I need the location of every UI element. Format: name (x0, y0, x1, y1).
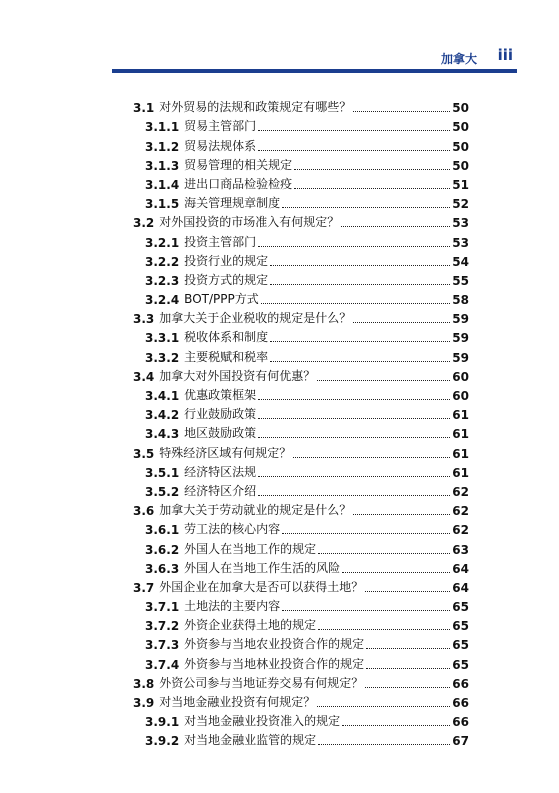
dot-leader (366, 667, 450, 669)
toc-entry[interactable] (133, 710, 469, 729)
dot-leader (258, 129, 450, 131)
toc-entry-title: 海关管理规章制度 (184, 196, 281, 211)
header-country: 加拿大 (440, 52, 477, 66)
dot-leader (318, 628, 450, 630)
dot-leader (365, 686, 450, 688)
toc-entry[interactable] (133, 691, 469, 710)
dot-leader (270, 340, 450, 342)
dot-leader (270, 360, 450, 362)
toc-entry-number: 3.2.2 (145, 254, 180, 269)
toc-entry[interactable] (133, 250, 469, 269)
toc-entry-title: 投资主管部门 (184, 234, 257, 249)
dot-leader (342, 724, 450, 726)
toc-entry-title: 经济特区介绍 (184, 483, 257, 498)
toc-entry-page: 59 (452, 350, 469, 365)
dot-leader (353, 110, 450, 112)
toc-entry[interactable] (133, 230, 469, 249)
table-of-contents (133, 96, 469, 748)
toc-entry-page: 55 (452, 273, 469, 288)
toc-entry[interactable] (133, 480, 469, 499)
dot-leader (258, 436, 450, 438)
toc-entry-number: 3.6.3 (145, 561, 180, 576)
toc-entry-title: 外国人在当地工作的规定 (184, 541, 317, 556)
toc-entry-title: 行业鼓励政策 (184, 407, 257, 422)
header-rule (112, 69, 517, 73)
toc-entry-title: 对外贸易的法规和政策规定有哪些？ (159, 100, 352, 115)
toc-entry-number: 3.9.1 (145, 715, 180, 730)
toc-entry-number: 3.2.3 (145, 273, 180, 288)
toc-entry-page: 54 (452, 254, 469, 269)
toc-entry-page: 61 (452, 446, 469, 461)
toc-entry-page: 50 (452, 120, 469, 135)
dot-leader (366, 647, 450, 649)
toc-entry[interactable] (133, 672, 469, 691)
dot-leader (318, 552, 450, 554)
toc-entry-title: 外资企业获得土地的规定 (184, 618, 317, 633)
toc-entry-page: 65 (452, 600, 469, 615)
toc-entry-page: 66 (452, 715, 469, 730)
toc-entry[interactable] (133, 595, 469, 614)
toc-entry[interactable] (133, 441, 469, 460)
toc-entry-page: 51 (452, 177, 469, 192)
toc-entry-page: 61 (452, 408, 469, 423)
toc-entry[interactable] (133, 154, 469, 173)
toc-entry[interactable] (133, 518, 469, 537)
toc-entry-page: 61 (452, 427, 469, 442)
toc-entry-title: 进出口商品检验检疫 (184, 176, 293, 191)
toc-entry-title: 对外国投资的市场准入有何规定？ (159, 215, 340, 230)
toc-entry-page: 67 (452, 734, 469, 749)
dot-leader (258, 494, 450, 496)
toc-entry-number: 3.4.1 (145, 389, 180, 403)
toc-entry[interactable] (133, 633, 469, 652)
toc-entry-page: 64 (452, 561, 469, 576)
toc-entry-title: 特殊经济区域有何规定？ (159, 445, 292, 460)
toc-entry-page: 62 (452, 523, 469, 538)
toc-entry[interactable] (133, 614, 469, 633)
toc-entry-title: 对当地金融业监管的规定 (184, 733, 317, 748)
toc-entry-number: 3.2.1 (145, 235, 180, 250)
toc-entry[interactable] (133, 365, 469, 384)
toc-entry-title: 外资参与当地林业投资合作的规定 (184, 656, 365, 671)
toc-entry[interactable] (133, 326, 469, 345)
dot-leader (318, 743, 450, 745)
toc-entry-page: 59 (452, 312, 469, 327)
toc-entry-number: 3.1.4 (145, 177, 180, 192)
toc-entry-title: 土地法的主要内容 (184, 599, 281, 614)
toc-entry-page: 64 (452, 580, 469, 595)
toc-entry-title: 加拿大对外国投资有何优惠？ (159, 368, 316, 383)
toc-entry-page: 58 (452, 293, 469, 308)
toc-entry[interactable] (133, 211, 469, 230)
toc-entry-page: 63 (452, 542, 469, 557)
toc-entry[interactable] (133, 269, 469, 288)
toc-entry-page: 60 (452, 389, 469, 403)
page-header (112, 36, 517, 70)
toc-entry-number: 3.4.3 (145, 427, 180, 442)
toc-entry-number: 3.9 (133, 696, 155, 710)
toc-entry-number: 3.6.2 (145, 542, 180, 557)
toc-entry-title: BOT/PPP方式 (184, 292, 259, 307)
toc-entry-number: 3.4 (133, 369, 155, 384)
toc-entry-title: 税收体系和制度 (184, 330, 269, 345)
dot-leader (353, 321, 450, 323)
dot-leader (317, 379, 450, 381)
toc-entry-title: 主要税赋和税率 (184, 349, 269, 364)
toc-entry-number: 3.7.2 (145, 619, 180, 634)
dot-leader (258, 245, 450, 247)
toc-entry-title: 地区鼓励政策 (184, 426, 257, 441)
toc-entry-page: 50 (452, 101, 469, 116)
toc-entry-title: 贸易法规体系 (184, 138, 257, 153)
toc-entry-title: 外资公司参与当地证券交易有何规定？ (159, 675, 364, 690)
toc-entry-number: 3.3 (133, 312, 155, 327)
toc-entry-number: 3.6 (133, 504, 155, 519)
toc-entry-number: 3.3.2 (145, 350, 180, 365)
toc-entry-number: 3.7.1 (145, 600, 180, 615)
toc-entry[interactable] (133, 729, 469, 748)
toc-entry-number: 3.7 (133, 580, 155, 595)
toc-entry-number: 3.1.5 (145, 197, 180, 212)
dot-leader (270, 264, 450, 266)
toc-entry-page: 60 (452, 369, 469, 384)
toc-entry-number: 3.3.1 (145, 331, 180, 346)
toc-entry-number: 3.1 (133, 101, 155, 116)
toc-entry[interactable] (133, 307, 469, 326)
toc-entry[interactable] (133, 134, 469, 153)
toc-entry-number: 3.7.3 (145, 638, 180, 653)
dot-leader (353, 513, 450, 515)
toc-entry-page: 50 (452, 139, 469, 154)
dot-leader (282, 532, 450, 534)
toc-entry[interactable] (133, 384, 469, 403)
toc-entry-number: 3.1.3 (145, 158, 180, 173)
toc-entry-number: 3.1.1 (145, 120, 180, 135)
toc-entry-title: 投资方式的规定 (184, 272, 269, 287)
toc-entry[interactable] (133, 422, 469, 441)
toc-entry[interactable] (133, 403, 469, 422)
toc-entry-page: 65 (452, 619, 469, 634)
toc-entry-title: 对当地金融业投资准入的规定 (184, 714, 341, 729)
toc-entry-number: 3.2 (133, 216, 155, 231)
toc-entry-page: 52 (452, 197, 469, 212)
toc-entry-title: 加拿大关于劳动就业的规定是什么？ (159, 503, 352, 518)
dot-leader (270, 283, 450, 285)
toc-entry-page: 62 (452, 484, 469, 499)
toc-entry-number: 3.9.2 (145, 734, 180, 749)
toc-entry-number: 3.8 (133, 676, 155, 691)
toc-entry-title: 外国人在当地工作生活的风险 (184, 560, 341, 575)
toc-entry[interactable] (133, 345, 469, 364)
toc-entry[interactable] (133, 537, 469, 556)
toc-entry-title: 经济特区法规 (184, 464, 257, 479)
toc-entry[interactable] (133, 557, 469, 576)
toc-entry-title: 劳工法的核心内容 (184, 522, 281, 537)
dot-leader (258, 475, 450, 477)
toc-entry-title: 投资行业的规定 (184, 253, 269, 268)
toc-entry-number: 3.4.2 (145, 408, 180, 423)
toc-entry-page: 62 (452, 504, 469, 519)
dot-leader (294, 168, 450, 170)
toc-entry-page: 66 (452, 676, 469, 691)
toc-entry-title: 加拿大关于企业税收的规定是什么？ (159, 311, 352, 326)
toc-entry-page: 61 (452, 465, 469, 480)
toc-entry-title: 优惠政策框架 (184, 388, 257, 402)
dot-leader (342, 571, 450, 573)
toc-entry-number: 3.6.1 (145, 523, 180, 538)
toc-entry-title: 外资参与当地农业投资合作的规定 (184, 637, 365, 652)
toc-entry-number: 3.5 (133, 446, 155, 461)
dot-leader (317, 705, 450, 707)
dot-leader (341, 225, 450, 227)
dot-leader (282, 609, 450, 611)
toc-entry-number: 3.1.2 (145, 139, 180, 154)
toc-entry[interactable] (133, 499, 469, 518)
toc-entry-title: 对当地金融业投资有何规定？ (159, 695, 316, 709)
toc-entry-title: 外国企业在加拿大是否可以获得土地？ (159, 579, 364, 594)
toc-entry-page: 59 (452, 331, 469, 346)
dot-leader (258, 398, 450, 400)
dot-leader (261, 302, 451, 304)
dot-leader (258, 417, 450, 419)
toc-entry-number: 3.5.1 (145, 465, 180, 480)
toc-entry[interactable] (133, 96, 469, 115)
dot-leader (294, 187, 450, 189)
toc-entry-number: 3.7.4 (145, 657, 180, 672)
toc-entry-title: 贸易主管部门 (184, 119, 257, 134)
toc-entry[interactable] (133, 173, 469, 192)
toc-entry-page: 65 (452, 638, 469, 653)
dot-leader (293, 456, 450, 458)
toc-entry-title: 贸易管理的相关规定 (184, 157, 293, 172)
dot-leader (258, 149, 450, 151)
toc-entry-page: 53 (452, 235, 469, 250)
toc-entry[interactable] (133, 192, 469, 211)
toc-entry[interactable] (133, 115, 469, 134)
toc-entry-number: 3.2.4 (145, 293, 180, 308)
toc-entry[interactable] (133, 576, 469, 595)
header-page-number: iii (497, 46, 513, 64)
toc-entry[interactable] (133, 461, 469, 480)
toc-entry-page: 65 (452, 657, 469, 672)
toc-entry-page: 50 (452, 158, 469, 173)
dot-leader (282, 206, 450, 208)
toc-entry-number: 3.5.2 (145, 484, 180, 499)
dot-leader (365, 590, 450, 592)
toc-entry[interactable] (133, 288, 469, 307)
toc-entry-page: 53 (452, 216, 469, 231)
toc-entry[interactable] (133, 652, 469, 671)
toc-entry-page: 66 (452, 696, 469, 710)
